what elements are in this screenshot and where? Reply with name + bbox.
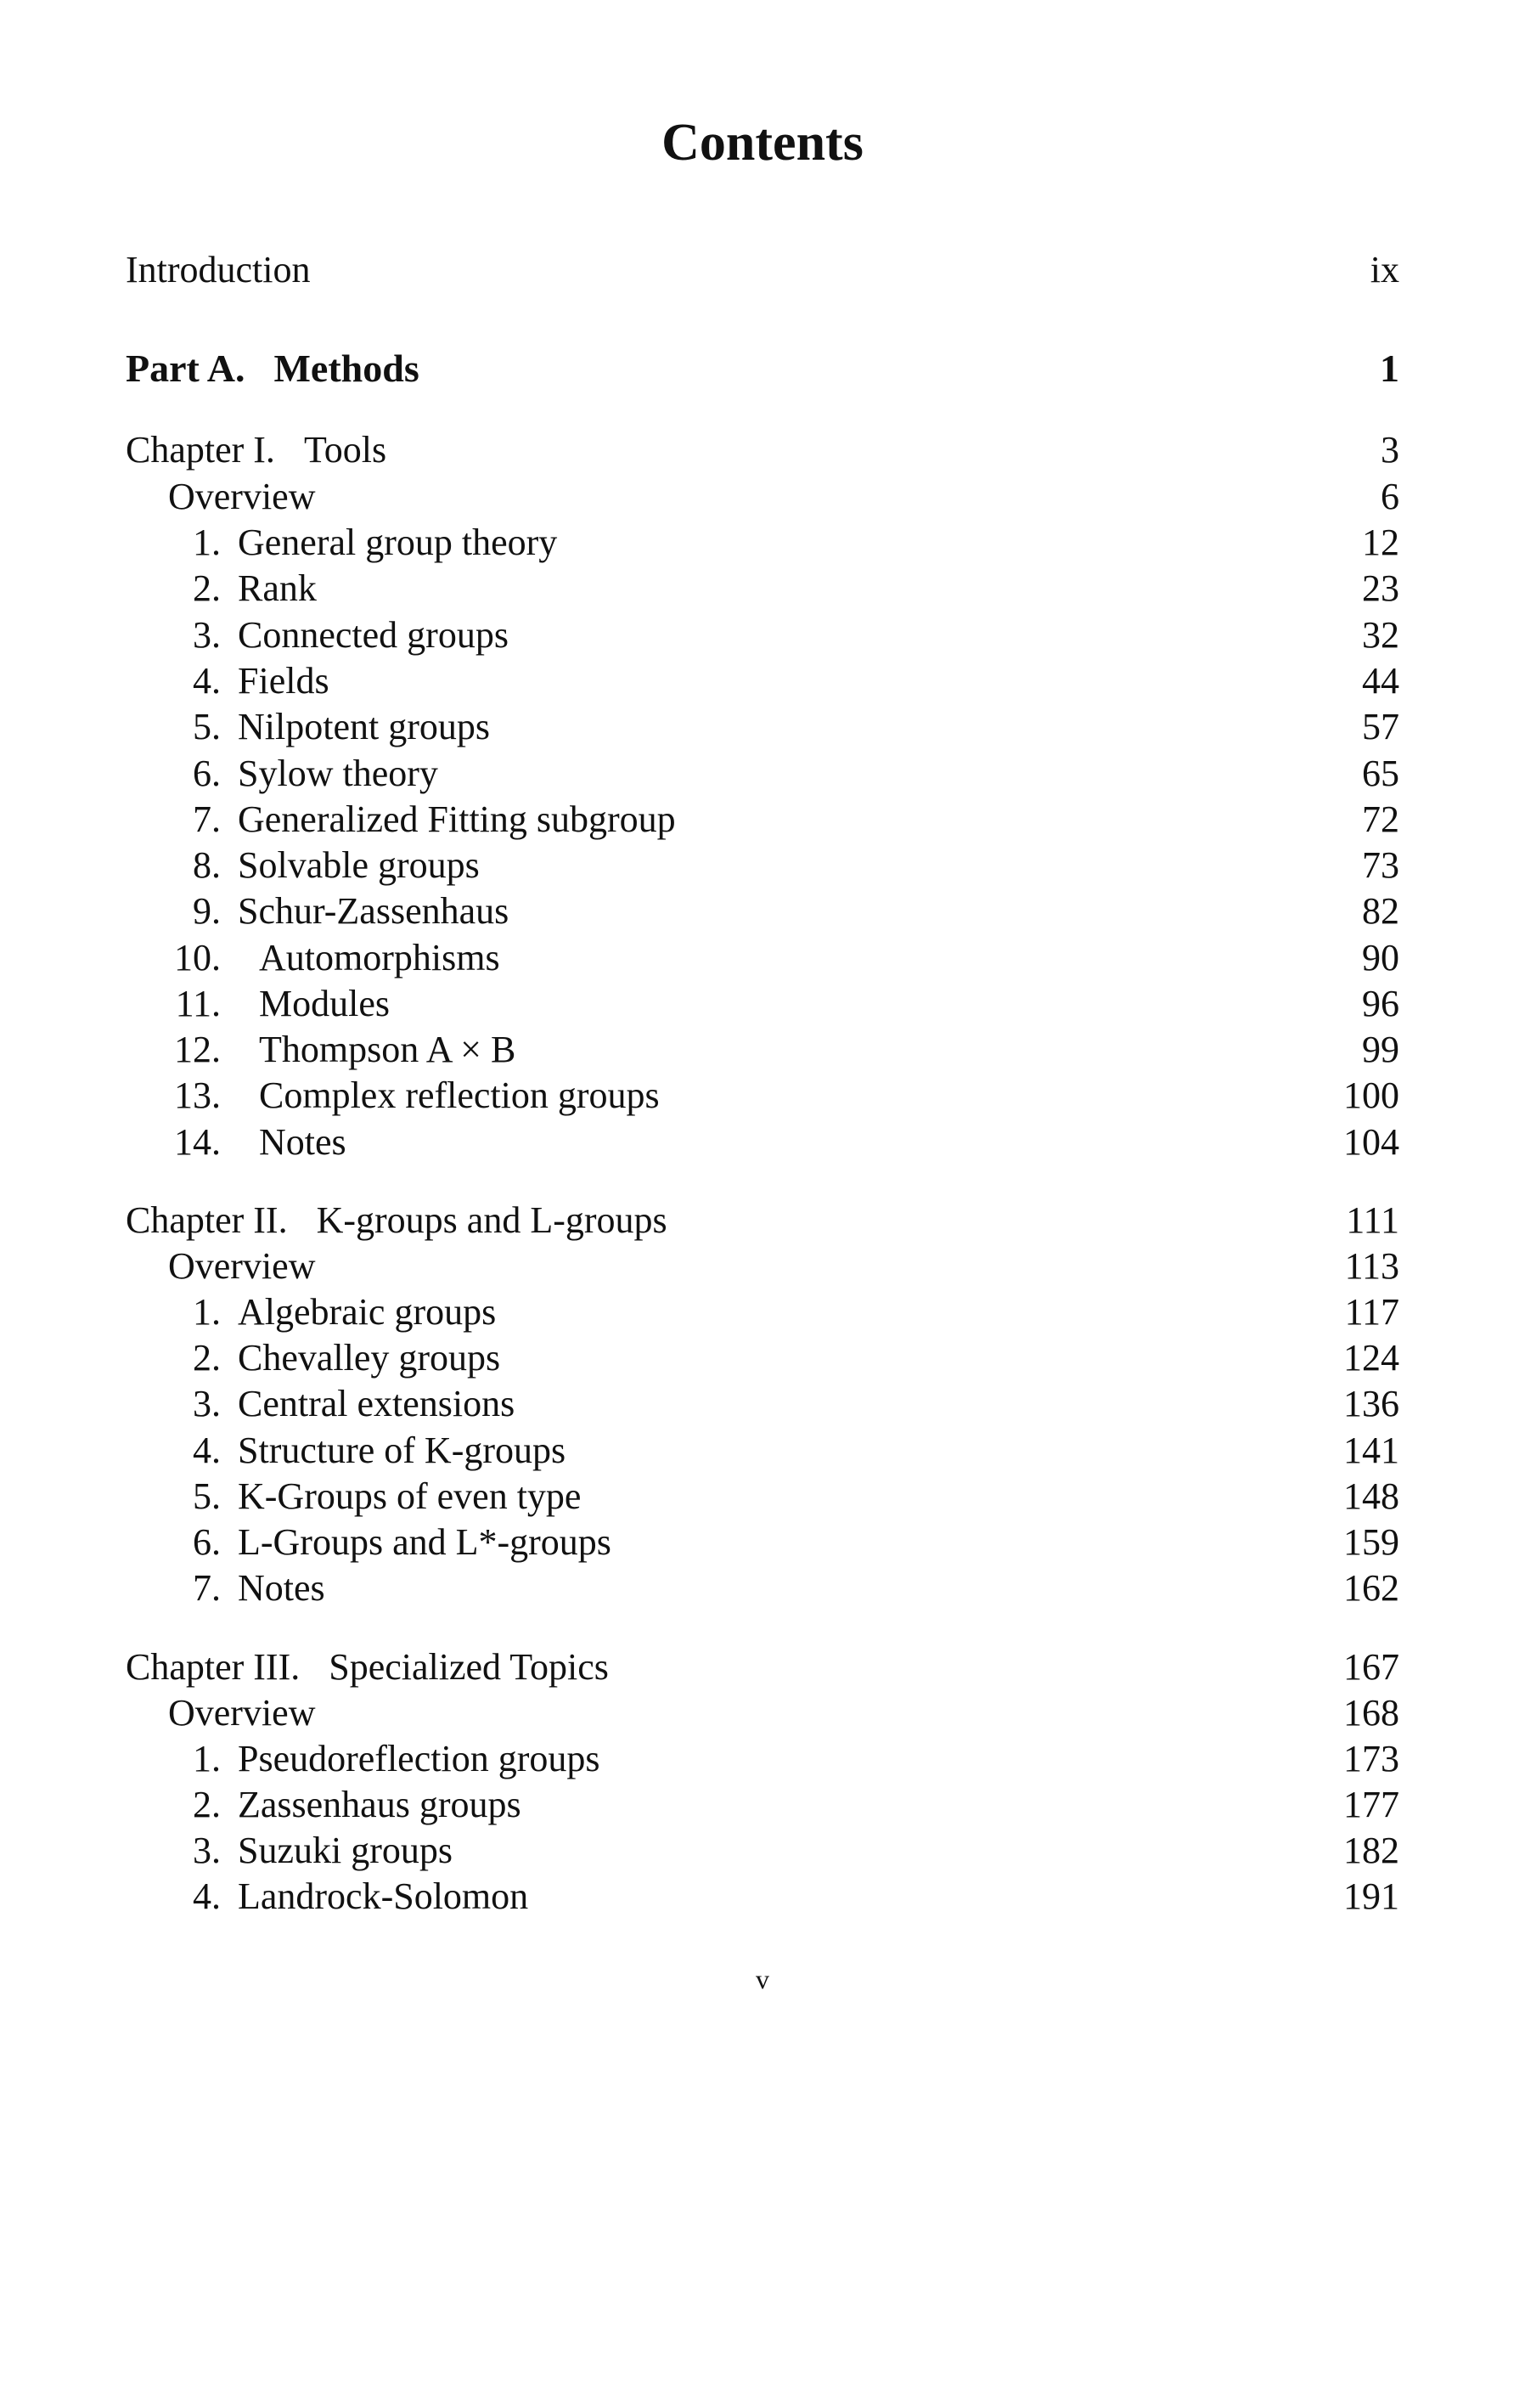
section-number: 12.	[174, 1029, 221, 1070]
toc-section-entry[interactable]	[126, 750, 1399, 798]
section-number: 4.	[193, 1875, 221, 1917]
section-number: 5.	[193, 1475, 221, 1517]
toc-page-number: 191	[1343, 1875, 1399, 1917]
toc-section-entry[interactable]	[126, 1026, 1399, 1074]
chapter-number: Chapter I.	[126, 429, 275, 471]
toc-section-entry[interactable]	[126, 980, 1399, 1028]
toc-part-label	[126, 345, 419, 392]
toc-entry-label: Overview	[168, 1692, 316, 1734]
section-title: Rank	[238, 567, 317, 609]
toc-overview-entry[interactable]	[126, 473, 1399, 521]
part-number: Part A.	[126, 347, 245, 390]
toc-section-entry[interactable]	[126, 1565, 1399, 1612]
toc-page-number: 148	[1343, 1475, 1399, 1517]
chapter-title: Tools	[303, 429, 387, 471]
section-number: 6.	[193, 753, 221, 794]
toc-section-entry[interactable]	[126, 565, 1399, 612]
section-number: 4.	[193, 1430, 221, 1471]
toc-page-number: 96	[1362, 983, 1399, 1024]
section-number: 3.	[193, 1383, 221, 1424]
toc-page-number: 100	[1343, 1074, 1399, 1116]
toc-part-heading[interactable]	[126, 345, 1399, 392]
toc-page-number: 113	[1344, 1245, 1399, 1287]
section-title: Nilpotent groups	[238, 706, 490, 747]
section-number: 7.	[193, 1567, 221, 1609]
section-number: 1.	[193, 1738, 221, 1779]
toc-page-number: 1	[1380, 347, 1399, 390]
toc-page-number: 124	[1343, 1337, 1399, 1379]
section-number: 1.	[193, 522, 221, 563]
toc-chapter-label	[126, 426, 386, 474]
section-number: 7.	[193, 798, 221, 840]
toc-entry-introduction[interactable]	[126, 246, 1399, 294]
section-title: Solvable groups	[238, 844, 480, 886]
section-number: 11.	[175, 983, 221, 1024]
toc-section-entry[interactable]	[126, 1289, 1399, 1336]
section-title: Connected groups	[238, 614, 509, 656]
section-title: Notes	[238, 1567, 325, 1609]
chapter-title: K-groups and L-groups	[316, 1199, 667, 1241]
chapter-title: Specialized Topics	[329, 1646, 609, 1688]
toc-page-number: 57	[1362, 706, 1399, 747]
toc-section-entry[interactable]	[126, 1735, 1399, 1783]
section-number: 13.	[174, 1074, 221, 1116]
toc-page-number: 3	[1381, 429, 1399, 471]
toc-page-number: 162	[1343, 1567, 1399, 1609]
toc-entry-label: Introduction	[126, 249, 311, 290]
section-title: Structure of K-groups	[238, 1430, 566, 1471]
section-title: Schur-Zassenhaus	[238, 890, 509, 932]
toc-page-number: 12	[1362, 522, 1399, 563]
section-title: K-Groups of even type	[238, 1475, 582, 1517]
section-title: Fields	[238, 660, 329, 702]
toc-chapter-label	[126, 1644, 609, 1691]
chapter-number: Chapter III.	[126, 1646, 301, 1688]
toc-section-entry[interactable]	[126, 842, 1399, 889]
toc-chapter-heading[interactable]	[126, 1197, 1399, 1244]
toc-entry-label: Overview	[168, 1245, 316, 1287]
toc-page-number: 65	[1362, 753, 1399, 794]
toc-page-number: 136	[1343, 1383, 1399, 1424]
toc-page-number: 32	[1362, 614, 1399, 656]
section-title: Modules	[259, 983, 390, 1024]
part-title: Methods	[273, 347, 419, 390]
toc-page-number: 117	[1344, 1291, 1399, 1333]
toc-section-entry[interactable]	[126, 1119, 1399, 1166]
toc-section-entry[interactable]	[126, 612, 1399, 659]
section-number: 2.	[193, 567, 221, 609]
section-number: 3.	[193, 1830, 221, 1871]
toc-page-number: 104	[1343, 1121, 1399, 1163]
section-number: 8.	[193, 844, 221, 886]
section-title: General group theory	[238, 522, 558, 563]
section-title: Thompson A × B	[259, 1029, 516, 1070]
toc-page-number: 168	[1343, 1692, 1399, 1734]
toc-page-number: 141	[1343, 1430, 1399, 1471]
section-number: 2.	[193, 1337, 221, 1379]
toc-page-number: 111	[1346, 1199, 1399, 1241]
section-title: Zassenhaus groups	[238, 1784, 521, 1825]
section-title: Algebraic groups	[238, 1291, 497, 1333]
toc-section-entry[interactable]	[126, 1827, 1399, 1875]
toc-section-entry[interactable]	[126, 1427, 1399, 1475]
section-title: Central extensions	[238, 1383, 515, 1424]
toc-section-entry[interactable]	[126, 888, 1399, 935]
section-number: 1.	[193, 1291, 221, 1333]
toc-section-entry[interactable]	[126, 1781, 1399, 1829]
section-number: 10.	[174, 937, 221, 978]
section-number: 6.	[193, 1521, 221, 1563]
toc-page-number: 23	[1362, 567, 1399, 609]
toc-page-number: 73	[1362, 844, 1399, 886]
section-number: 3.	[193, 614, 221, 656]
toc-page-number: 99	[1362, 1029, 1399, 1070]
toc-section-entry[interactable]	[126, 1380, 1399, 1428]
section-title: Pseudoreflection groups	[238, 1738, 600, 1779]
toc-overview-entry[interactable]	[126, 1243, 1399, 1290]
toc-page-number: 72	[1362, 798, 1399, 840]
section-title: Generalized Fitting subgroup	[238, 798, 676, 840]
section-number: 14.	[174, 1121, 221, 1163]
toc-page-number: 6	[1381, 476, 1399, 517]
toc-chapter-label	[126, 1197, 667, 1244]
toc-page-number: 182	[1343, 1830, 1399, 1871]
toc-chapter-heading[interactable]	[126, 426, 1399, 474]
toc-page-number: 173	[1343, 1738, 1399, 1779]
toc-section-entry[interactable]	[126, 1873, 1399, 1920]
toc-page-number: ix	[1370, 249, 1399, 290]
section-title: Chevalley groups	[238, 1337, 501, 1379]
toc-page-number: 44	[1362, 660, 1399, 702]
section-title: Suzuki groups	[238, 1830, 453, 1871]
section-number: 4.	[193, 660, 221, 702]
toc-section-entry[interactable]	[126, 934, 1399, 982]
toc-page-number: 82	[1362, 890, 1399, 932]
section-title: Notes	[259, 1121, 346, 1163]
page-title: Contents	[661, 114, 864, 172]
chapter-number: Chapter II.	[126, 1199, 288, 1241]
toc-section-entry[interactable]	[126, 1334, 1399, 1382]
toc-section-entry[interactable]	[126, 796, 1399, 843]
toc-section-entry[interactable]	[126, 1473, 1399, 1520]
toc-page-number: 90	[1362, 937, 1399, 978]
toc-page-number: 167	[1343, 1646, 1399, 1688]
section-title: Complex reflection groups	[259, 1074, 660, 1116]
section-title: Sylow theory	[238, 753, 438, 794]
toc-entry-label: Overview	[168, 476, 316, 517]
section-number: 2.	[193, 1784, 221, 1825]
toc-section-entry[interactable]	[126, 1072, 1399, 1119]
section-number: 9.	[193, 890, 221, 932]
toc-page-number: 159	[1343, 1521, 1399, 1563]
page-number-footer: v	[756, 1964, 769, 1994]
toc-section-entry[interactable]	[126, 657, 1399, 705]
toc-section-entry[interactable]	[126, 703, 1399, 751]
toc-chapter-heading[interactable]	[126, 1644, 1399, 1691]
section-number: 5.	[193, 706, 221, 747]
toc-overview-entry[interactable]	[126, 1689, 1399, 1737]
section-title: Landrock-Solomon	[238, 1875, 529, 1917]
toc-section-entry[interactable]	[126, 519, 1399, 567]
toc-section-entry[interactable]	[126, 1519, 1399, 1566]
section-title: Automorphisms	[259, 937, 500, 978]
section-title: L-Groups and L*-groups	[238, 1521, 611, 1563]
toc-page-number: 177	[1343, 1784, 1399, 1825]
